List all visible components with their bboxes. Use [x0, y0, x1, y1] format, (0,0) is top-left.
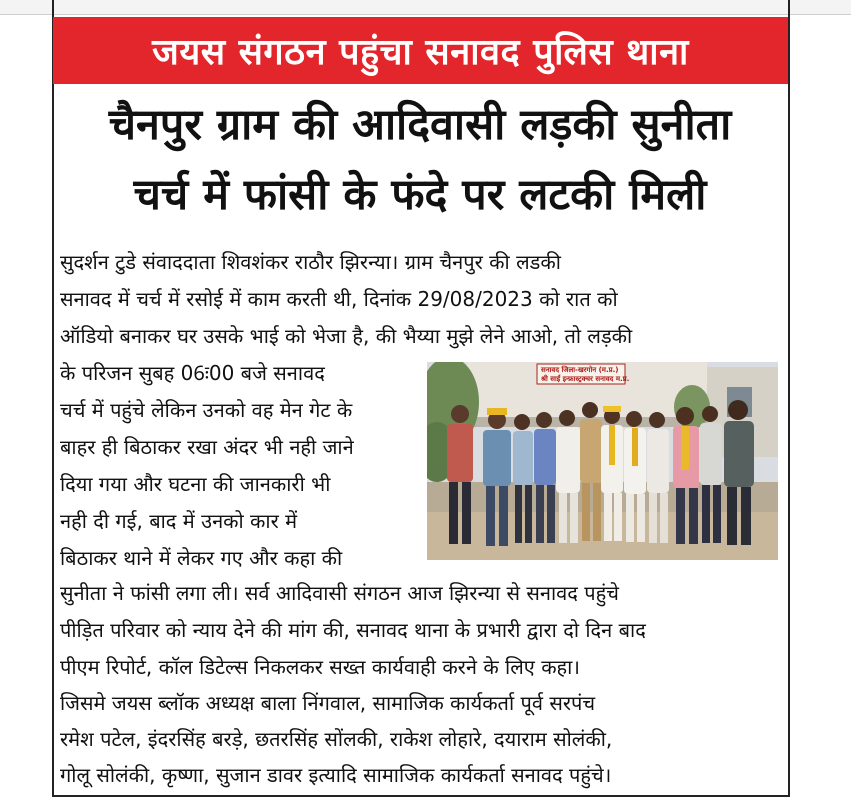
headline [56, 90, 784, 230]
body-line: रमेश पटेल, इंदरसिंह बरड़े, छतरसिंह सोंलकी, राकेश लोहारे, दयाराम सोलंकी, [60, 727, 613, 751]
body-line: सुदर्शन टुडे संवाददाता शिवशंकर राठौर झिरन्या। ग्राम चैनपुर की लडकी [60, 250, 561, 274]
body-line: ऑडियो बनाकर घर उसके भाई को भेजा है, की भैय्या मुझे लेने आओ, तो लड़की [60, 324, 633, 348]
headline-line-2: चर्च में फांसी के फंदे पर लटकी मिली [133, 170, 707, 220]
body-line: गोलू सोलंकी, कृष्णा, सुजान डावर इत्यादि सामाजिक कार्यकर्ता सनावद पहुंचे। [60, 763, 612, 787]
body-line: पीएम रिपोर्ट, कॉल डिटेल्स निकलकर सख्त कार्यवाही करने के लिए कहा। [60, 655, 580, 679]
body-line: जिसमे जयस ब्लॉक अध्यक्ष बाला निंगवाल, सामाजिक कार्यकर्ता पूर्व सरपंच [60, 691, 596, 715]
body-line: बाहर ही बिठाकर रखा अंदर भी नही जाने [60, 435, 354, 459]
headline-line-1: चैनपुर ग्राम की आदिवासी लड़की सुनीता [108, 100, 732, 150]
body-line: बिठाकर थाने में लेकर गए और कहा की [60, 546, 343, 570]
body-line: नही दी गई, बाद में उनको कार में [60, 509, 298, 533]
body-line: के परिजन सुबह 06ः00 बजे सनावद [60, 361, 325, 385]
news-photo [427, 362, 778, 560]
body-line: दिया गया और घटना की जानकारी भी [60, 472, 331, 496]
body-line: चर्च में पहुंचे लेकिन उनको वह मेन गेट के [60, 398, 353, 422]
signboard-line-2: श्री साईं इन्फ्रास्ट्रक्चर सनावद म.प्र. [541, 375, 630, 383]
body-line: सनावद में चर्च में रसोई में काम करती थी, दिनांक 29/08/2023 को रात को [60, 287, 618, 311]
signboard-line-1: सनावद जिला-खरगोन (म.प्र.) [541, 366, 619, 374]
kicker-banner: जयस संगठन पहुंचा सनावद पुलिस थाना [53, 17, 788, 84]
body-line: सुनीता ने फांसी लगा ली। सर्व आदिवासी संगठन आज झिरन्या से सनावद पहुंचे [60, 581, 619, 605]
body-line: पीड़ित परिवार को न्याय देने की मांग की, सनावद थाना के प्रभारी द्वारा दो दिन बाद [60, 618, 646, 642]
